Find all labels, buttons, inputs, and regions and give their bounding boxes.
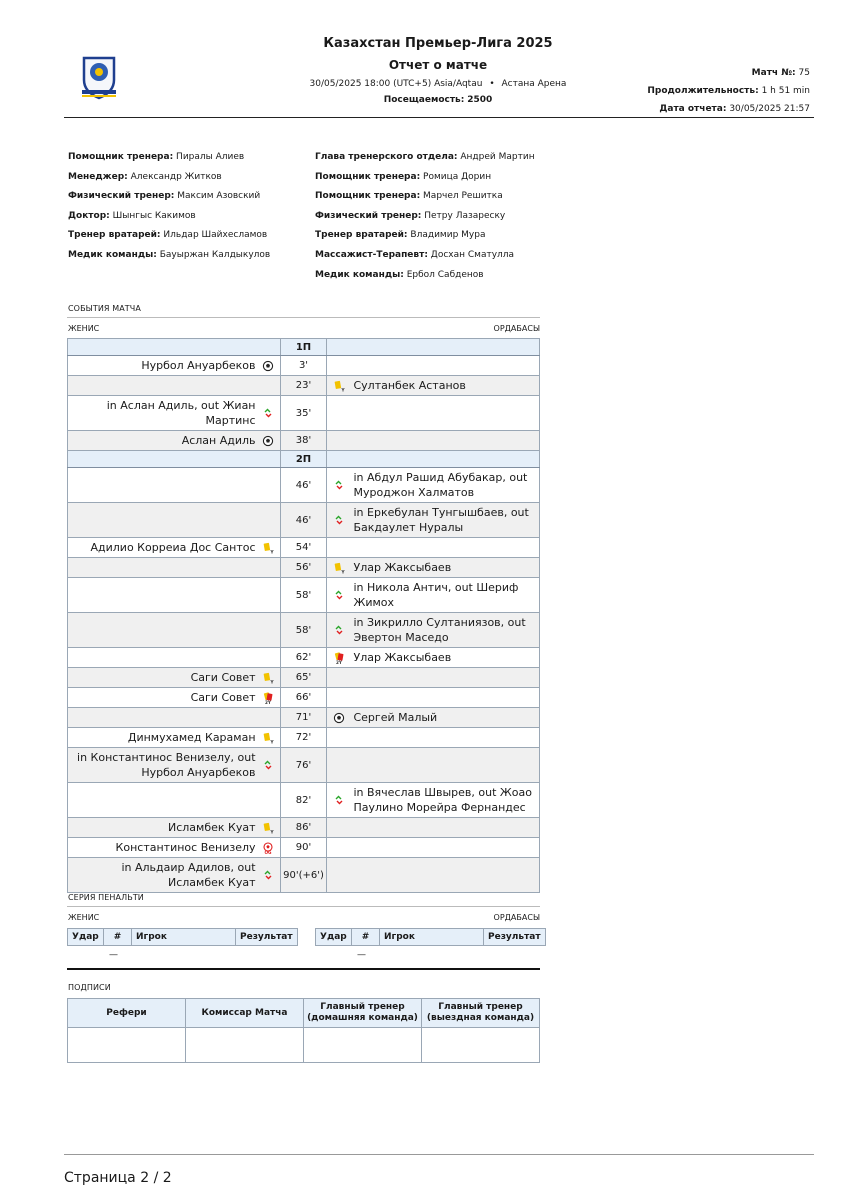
staff-name: Бауыржан Калдыкулов — [159, 249, 271, 260]
away-event-cell — [327, 688, 540, 708]
events-away-team: ОРДАБАСЫ — [493, 324, 540, 333]
col-result: Результат — [484, 929, 546, 946]
away-event-cell — [327, 668, 540, 688]
home-event-cell — [68, 688, 281, 708]
col-player: Игрок — [380, 929, 484, 946]
staff-role: Менеджер: — [68, 171, 128, 182]
yellow-card-icon — [262, 542, 274, 554]
col-kick: Удар — [316, 929, 352, 946]
home-event-text: Константинос Венизелу — [115, 841, 256, 854]
svg-text:2Y: 2Y — [336, 659, 343, 664]
staff-entry — [68, 170, 270, 190]
staff-name: Ербол Сабденов — [406, 269, 484, 280]
penalties-section-divider — [67, 906, 540, 907]
away-event-text: in Вячеслав Швырев, out Жоао Паулино Морейра Фернандес — [353, 786, 532, 814]
event-row — [68, 838, 540, 858]
away-event-cell — [327, 708, 540, 728]
event-minute: 76' — [280, 748, 327, 783]
svg-text:Y: Y — [341, 388, 346, 392]
separator: • — [489, 79, 495, 89]
yellow-card-icon — [262, 822, 274, 834]
penalties-home-team: ЖЕНИС — [68, 913, 100, 922]
home-event-cell — [68, 503, 281, 538]
penalties-away-team: ОРДАБАСЫ — [493, 913, 540, 922]
page-number: Страница 2 / 2 — [64, 1170, 172, 1186]
sig-commissioner-box — [186, 1028, 304, 1063]
staff-role: Тренер вратарей: — [68, 230, 161, 241]
event-row — [68, 783, 540, 818]
away-event-cell — [327, 728, 540, 748]
col-kick: Удар — [68, 929, 104, 946]
staff-entry — [68, 150, 270, 170]
event-minute: 56' — [280, 558, 327, 578]
substitution-icon — [333, 514, 345, 526]
second-yellow-card-icon — [262, 692, 274, 704]
event-row — [68, 468, 540, 503]
league-title: Казахстан Премьер-Лига 2025 — [323, 36, 553, 51]
event-row — [68, 396, 540, 431]
report-date-value: 30/05/2025 21:57 — [729, 104, 810, 114]
home-event-cell — [68, 613, 281, 648]
home-event-text: Аслан Адиль — [181, 434, 256, 447]
event-row — [68, 818, 540, 838]
away-event-text: in Абдул Рашид Абубакар, out Муроджон Халматов — [353, 471, 528, 499]
report-title: Отчет о матче — [388, 58, 488, 72]
away-penalties-table — [315, 928, 546, 946]
away-event-cell — [327, 783, 540, 818]
event-minute: 23' — [280, 376, 327, 396]
event-minute: 58' — [280, 613, 327, 648]
sig-home-coach-header: Главный тренер (домашняя команда) — [304, 999, 422, 1028]
duration-value: 1 h 51 min — [761, 86, 810, 96]
goal-icon — [262, 360, 274, 372]
away-event-text: Улар Жаксыбаев — [353, 651, 452, 664]
event-row — [68, 858, 540, 893]
away-event-cell — [327, 396, 540, 431]
half-label: 1П — [280, 339, 327, 356]
away-event-cell — [327, 818, 540, 838]
away-event-text: Сергей Малый — [353, 711, 438, 724]
match-no-label: Матч №: — [751, 68, 796, 78]
home-event-cell — [68, 748, 281, 783]
svg-text:Y: Y — [341, 570, 346, 574]
home-penalties-empty: — — [109, 950, 118, 960]
event-row — [68, 728, 540, 748]
substitution-icon — [333, 794, 345, 806]
sig-home-coach-box — [304, 1028, 422, 1063]
away-event-text: in Еркебулан Тунгышбаев, out Бакдаулет Нуралы — [353, 506, 529, 534]
staff-name: Максим Азовский — [177, 191, 261, 202]
home-penalties-table — [67, 928, 298, 946]
home-event-cell — [68, 783, 281, 818]
home-event-cell — [68, 668, 281, 688]
home-event-text: in Альдаир Адилов, out Исламбек Куат — [121, 861, 256, 889]
svg-text:Y: Y — [269, 740, 274, 744]
away-event-cell — [327, 838, 540, 858]
away-event-cell — [327, 431, 540, 451]
home-event-cell — [68, 538, 281, 558]
staff-entry — [68, 189, 270, 209]
match-no-value: 75 — [798, 68, 810, 78]
home-event-cell — [68, 728, 281, 748]
staff-role: Помощник тренера: — [315, 171, 421, 182]
staff-name: Марчел Решитка — [423, 191, 503, 202]
match-datetime: 30/05/2025 18:00 (UTC+5) Asia/Aqtau — [309, 79, 483, 89]
event-row — [68, 708, 540, 728]
away-event-cell — [327, 858, 540, 893]
header-divider — [64, 117, 814, 118]
away-event-cell — [327, 356, 540, 376]
col-number: # — [104, 929, 132, 946]
col-player: Игрок — [132, 929, 236, 946]
home-event-text: Саги Совет — [190, 691, 256, 704]
staff-entry — [315, 150, 535, 170]
penalties-divider — [67, 968, 540, 970]
staff-entry — [315, 209, 535, 229]
event-minute: 3' — [280, 356, 327, 376]
staff-entry — [315, 189, 535, 209]
second-yellow-card-icon — [333, 652, 345, 664]
event-minute: 66' — [280, 688, 327, 708]
staff-role: Медик команды: — [68, 249, 157, 260]
svg-text:Y: Y — [269, 680, 274, 684]
away-event-text: Султанбек Астанов — [353, 379, 466, 392]
event-row — [68, 613, 540, 648]
yellow-card-icon — [262, 732, 274, 744]
event-minute: 38' — [280, 431, 327, 451]
half-header-away-cell — [327, 339, 540, 356]
event-row — [68, 578, 540, 613]
staff-name: Александр Житков — [130, 171, 222, 182]
yellow-card-icon — [333, 380, 345, 392]
event-minute: 72' — [280, 728, 327, 748]
sig-away-coach-box — [422, 1028, 540, 1063]
event-minute: 90' — [280, 838, 327, 858]
home-event-cell — [68, 376, 281, 396]
home-event-cell — [68, 396, 281, 431]
staff-role: Доктор: — [68, 210, 110, 221]
attendance — [210, 94, 666, 106]
staff-name: Шынгыс Какимов — [112, 210, 196, 221]
home-event-cell — [68, 648, 281, 668]
away-event-cell — [327, 648, 540, 668]
staff-role: Медик команды: — [315, 269, 404, 280]
sig-commissioner-header: Комиссар Матча — [186, 999, 304, 1028]
report-header — [210, 36, 666, 106]
staff-role: Физический тренер: — [68, 191, 175, 202]
event-minute: 62' — [280, 648, 327, 668]
sig-away-coach-header: Главный тренер (выездная команда) — [422, 999, 540, 1028]
half-label: 2П — [280, 451, 327, 468]
penalties-section-label: СЕРИЯ ПЕНАЛЬТИ — [68, 893, 144, 902]
staff-role: Тренер вратарей: — [315, 230, 408, 241]
staff-name: Владимир Мура — [410, 230, 486, 241]
staff-name: Досхан Сматулла — [430, 249, 515, 260]
home-event-text: Нурбол Ануарбеков — [141, 359, 256, 372]
away-event-cell — [327, 748, 540, 783]
home-event-cell — [68, 838, 281, 858]
away-event-cell — [327, 468, 540, 503]
match-venue: Астана Арена — [501, 79, 567, 89]
yellow-card-icon — [262, 672, 274, 684]
event-minute: 46' — [280, 503, 327, 538]
away-event-cell — [327, 503, 540, 538]
staff-name: Петру Лазареску — [424, 210, 506, 221]
footer-divider — [64, 1154, 814, 1155]
event-row — [68, 748, 540, 783]
substitution-icon — [262, 869, 274, 881]
event-minute: 58' — [280, 578, 327, 613]
away-event-cell — [327, 578, 540, 613]
signatures-table — [67, 998, 540, 1063]
event-minute: 71' — [280, 708, 327, 728]
events-section-label: СОБЫТИЯ МАТЧА — [68, 304, 141, 313]
half-header-row — [68, 451, 540, 468]
event-row — [68, 668, 540, 688]
staff-name: Ромица Дорин — [423, 171, 492, 182]
substitution-icon — [262, 759, 274, 771]
event-minute: 82' — [280, 783, 327, 818]
staff-role: Помощник тренера: — [315, 191, 421, 202]
events-section-divider — [67, 317, 540, 318]
sig-referee-header: Рефери — [68, 999, 186, 1028]
event-minute: 90'(+6') — [280, 858, 327, 893]
match-events-table — [67, 338, 540, 893]
sig-referee-box — [68, 1028, 186, 1063]
col-result: Результат — [236, 929, 298, 946]
attendance-value: 2500 — [467, 95, 493, 105]
event-row — [68, 558, 540, 578]
event-minute: 65' — [280, 668, 327, 688]
home-event-cell — [68, 708, 281, 728]
away-event-cell — [327, 613, 540, 648]
events-home-team: ЖЕНИС — [68, 324, 100, 333]
substitution-icon — [333, 624, 345, 636]
league-logo — [78, 54, 120, 100]
half-header-away-cell — [327, 451, 540, 468]
event-minute: 46' — [280, 468, 327, 503]
event-row — [68, 648, 540, 668]
away-staff-list — [315, 150, 535, 287]
home-event-text: Динмухамед Караман — [127, 731, 256, 744]
svg-text:Y: Y — [269, 550, 274, 554]
home-event-text: in Аслан Адиль, out Жиан Мартинс — [106, 399, 256, 427]
away-event-cell — [327, 558, 540, 578]
home-event-cell — [68, 578, 281, 613]
away-penalties-empty: — — [357, 950, 366, 960]
event-row — [68, 376, 540, 396]
staff-entry — [315, 228, 535, 248]
staff-entry — [315, 170, 535, 190]
event-row — [68, 356, 540, 376]
substitution-icon — [262, 407, 274, 419]
half-header-home-cell — [68, 339, 281, 356]
staff-entry — [68, 228, 270, 248]
col-number: # — [352, 929, 380, 946]
home-event-cell — [68, 431, 281, 451]
staff-name: Андрей Мартин — [460, 152, 535, 162]
substitution-icon — [333, 479, 345, 491]
staff-entry — [315, 268, 535, 288]
staff-entry — [68, 209, 270, 229]
home-event-text: Адилио Корреиа Дос Сантос — [90, 541, 256, 554]
report-date-label: Дата отчета: — [659, 104, 727, 114]
goal-icon — [333, 712, 345, 724]
away-event-text: Улар Жаксыбаев — [353, 561, 452, 574]
home-event-text: in Константинос Венизелу, out Нурбол Ануарбеков — [77, 751, 256, 779]
home-event-text: Саги Совет — [190, 671, 256, 684]
own-goal-icon — [262, 842, 274, 854]
match-info — [210, 78, 666, 90]
home-event-text: Исламбек Куат — [168, 821, 256, 834]
home-event-cell — [68, 858, 281, 893]
svg-text:2Y: 2Y — [264, 699, 271, 704]
staff-role: Массажист-Терапевт: — [315, 249, 428, 260]
duration-label: Продолжительность: — [647, 86, 759, 96]
signatures-section-label: ПОДПИСИ — [68, 983, 111, 992]
away-event-text: in Никола Антич, out Шериф Жимох — [353, 581, 519, 609]
home-staff-list — [68, 150, 270, 268]
home-event-cell — [68, 468, 281, 503]
staff-role: Помощник тренера: — [68, 152, 174, 162]
staff-name: Ильдар Шайхесламов — [163, 230, 268, 241]
home-event-cell — [68, 558, 281, 578]
event-minute: 54' — [280, 538, 327, 558]
event-row — [68, 431, 540, 451]
staff-entry — [68, 248, 270, 268]
away-event-cell — [327, 376, 540, 396]
event-row — [68, 503, 540, 538]
staff-role: Глава тренерского отдела: — [315, 152, 458, 162]
attendance-label: Посещаемость: — [383, 95, 465, 105]
event-minute: 86' — [280, 818, 327, 838]
substitution-icon — [333, 589, 345, 601]
half-header-home-cell — [68, 451, 281, 468]
staff-role: Физический тренер: — [315, 210, 422, 221]
staff-entry — [315, 248, 535, 268]
half-header-row — [68, 339, 540, 356]
svg-text:OG: OG — [264, 849, 272, 854]
event-row — [68, 688, 540, 708]
home-event-cell — [68, 818, 281, 838]
home-event-cell — [68, 356, 281, 376]
svg-text:Y: Y — [269, 830, 274, 834]
away-event-cell — [327, 538, 540, 558]
goal-icon — [262, 435, 274, 447]
staff-name: Пиралы Алиев — [176, 152, 245, 162]
event-row — [68, 538, 540, 558]
report-meta — [647, 64, 810, 118]
event-minute: 35' — [280, 396, 327, 431]
yellow-card-icon — [333, 562, 345, 574]
away-event-text: in Зикрилло Султаниязов, out Эвертон Маседо — [353, 616, 526, 644]
